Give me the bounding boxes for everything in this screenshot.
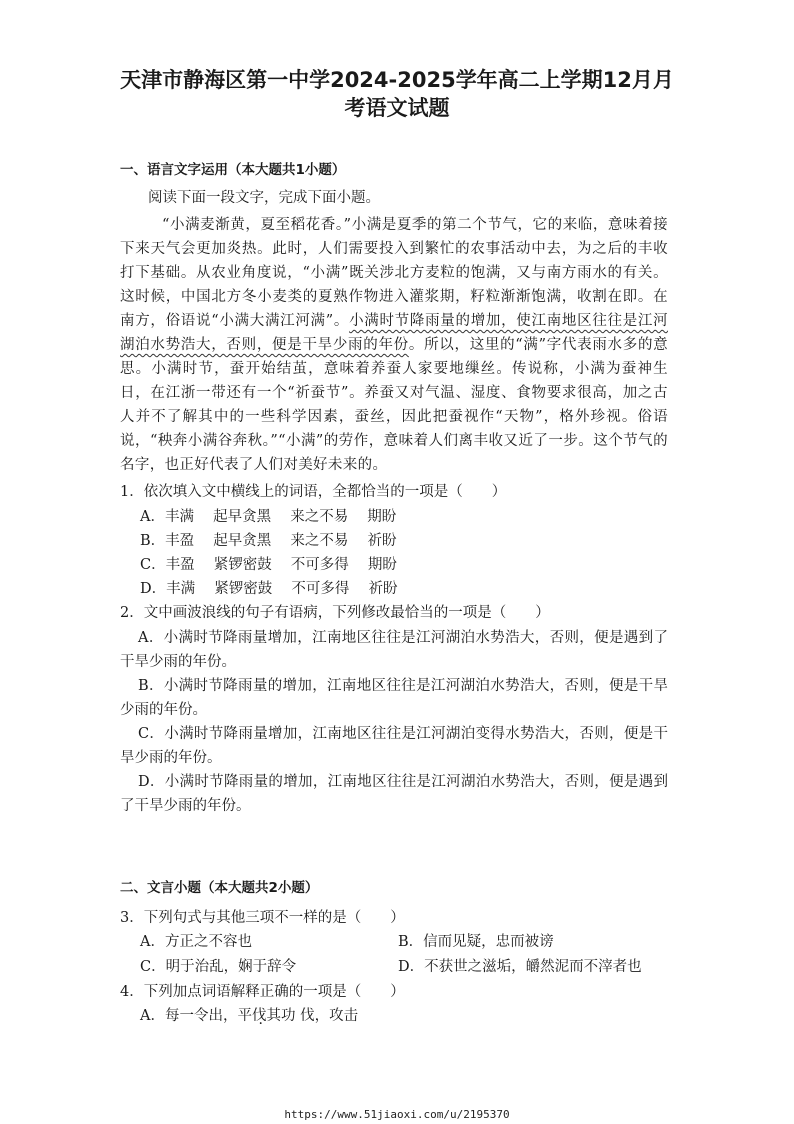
question-1-option-c: C．丰盈 紧锣密鼓 不可多得 期盼 xyxy=(140,557,397,573)
section-1-intro: 阅读下面一段文字，完成下面小题。 xyxy=(148,190,380,206)
question-2-stem: 2．文中画波浪线的句子有语病，下列修改最恰当的一项是（ ） xyxy=(120,605,550,621)
question-2-option-a: A．小满时节降雨量增加，江南地区往往是江河湖泊水势浩大，否则，便是遇到了干旱少雨的年份。 xyxy=(120,630,668,670)
question-2-option-d: D．小满时节降雨量的增加，江南地区往往是江河湖泊水势浩大，否则，便是遇到了干旱少雨的年份。 xyxy=(120,774,668,814)
footer-url: https://www.51jiaoxi.com/u/2195370 xyxy=(284,1108,510,1121)
question-4-option-a xyxy=(140,1004,358,1028)
question-3-option-a: A．方正之不容也 xyxy=(140,934,252,950)
section-1-heading: 一、语言文字运用（本大题共1小题） xyxy=(120,162,346,178)
question-2-option-c: C．小满时节降雨量增加，江南地区往往是江河湖泊变得水势浩大，否则，便是干旱少雨的年份。 xyxy=(120,726,668,766)
question-2-option-b: B．小满时节降雨量的增加，江南地区往往是江河湖泊水势浩大，否则，便是干旱少雨的年份。 xyxy=(120,678,668,718)
question-3-option-d: D．不获世之滋垢，皭然泥而不滓者也 xyxy=(398,959,642,975)
question-3-option-c: C．明于治乱，娴于辞令 xyxy=(140,959,297,975)
title-line-1: 天津市静海区第一中学2024-2025学年高二上学期12月月 xyxy=(120,68,674,92)
question-3-option-b: B．信而见疑，忠而被谤 xyxy=(398,934,554,950)
q4-dotted-word: 伐 xyxy=(251,1008,267,1024)
title-line-2: 考语文试题 xyxy=(344,96,450,120)
question-1-option-b: B．丰盈 起早贪黑 来之不易 祈盼 xyxy=(140,533,397,549)
question-4-stem: 4．下列加点词语解释正确的一项是（ ） xyxy=(120,984,405,1000)
question-3-stem: 3．下列句式与其他三项不一样的是（ ） xyxy=(120,910,405,926)
reading-passage xyxy=(120,213,668,477)
q4-option-a-suffix: 其功 伐，攻击 xyxy=(266,1008,359,1024)
passage-text-after: 。所以，这里的“满”字代表雨水多的意思。小满时节，蚕开始结茧，意味着养蚕人家要地缫丝。传说称，小满为蚕神生日，在江浙一带还有一个“祈蚕节”。养蚕又对气温、湿度、食物要求很高，加之古人并不了解其中的一些科学因素，蚕丝，因此把蚕视作“天物”，格外珍视。俗语说，“秧奔小满谷奔秋。”“小满”的劳作，意味着人们离丰收又近了一步。这个节气的名字，也正好代表了人们对美好未来的。 xyxy=(120,337,669,473)
section-2-heading: 二、文言小题（本大题共2小题） xyxy=(120,880,319,896)
passage-text-before: “小满麦渐黄，夏至稻花香。”小满是夏季的第二个节气，它的来临，意味着接下来天气会更加炎热。此时，人们需要投入到繁忙的农事活动中去，为之后的丰收打下基础。从农业角度说，“小满”既关涉北方麦粒的饱满，又与南方雨水的有关。这时候，中国北方冬小麦类的夏熟作物进入灌浆期，籽粒渐渐饱满，收割在即。在南方，俗语说“小满大满江河满”。 xyxy=(120,217,668,329)
question-1-option-a: A．丰满 起早贪黑 来之不易 期盼 xyxy=(140,509,397,525)
passage-wavy-sentence: 小满时节降雨量的增加，使江南地区往往是江河湖泊水势浩大，否则，便是干旱少雨的年份 xyxy=(120,313,668,353)
question-1-stem: 1．依次填入文中横线上的词语，全都恰当的一项是（ ） xyxy=(120,484,507,500)
question-1-option-d: D．丰满 紧锣密鼓 不可多得 祈盼 xyxy=(140,581,398,597)
document-title xyxy=(60,66,734,122)
q4-option-a-prefix: A．每一令出，平 xyxy=(140,1008,252,1024)
